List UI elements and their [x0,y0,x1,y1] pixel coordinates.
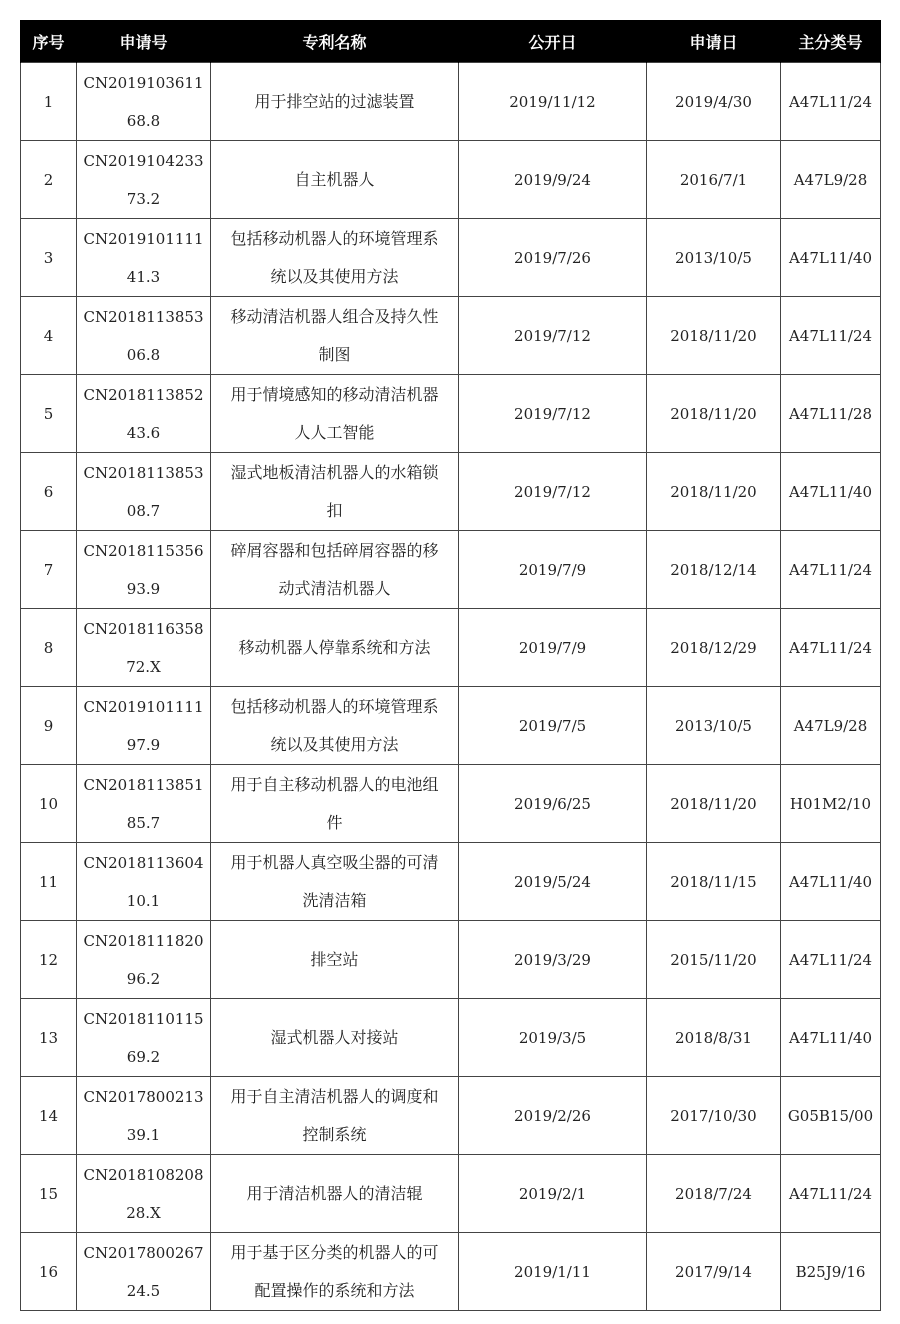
cell-application-number: CN201910361168.8 [77,63,211,141]
cell-filing-date: 2018/11/20 [647,765,781,843]
cell-application-number: CN201780021339.1 [77,1077,211,1155]
header-publication-date: 公开日 [459,20,647,63]
cell-publication-date: 2019/9/24 [459,141,647,219]
cell-index: 5 [21,375,77,453]
table-row [21,843,881,921]
cell-index: 11 [21,843,77,921]
cell-classification: A47L11/28 [781,375,881,453]
cell-filing-date: 2018/8/31 [647,999,781,1077]
table-row [21,141,881,219]
cell-publication-date: 2019/1/11 [459,1233,647,1311]
table-row [21,609,881,687]
cell-index: 8 [21,609,77,687]
cell-patent-name: 排空站 [211,921,459,999]
cell-filing-date: 2013/10/5 [647,687,781,765]
table-row [21,453,881,531]
cell-classification: G05B15/00 [781,1077,881,1155]
cell-patent-name: 用于自主移动机器人的电池组件 [211,765,459,843]
table-row [21,375,881,453]
cell-publication-date: 2019/7/9 [459,531,647,609]
cell-application-number: CN201811385306.8 [77,297,211,375]
cell-application-number: CN201811182096.2 [77,921,211,999]
cell-application-number: CN201811385308.7 [77,453,211,531]
cell-publication-date: 2019/7/9 [459,609,647,687]
cell-index: 2 [21,141,77,219]
cell-patent-name: 用于清洁机器人的清洁辊 [211,1155,459,1233]
cell-publication-date: 2019/2/26 [459,1077,647,1155]
header-index: 序号 [21,20,77,63]
cell-filing-date: 2018/11/15 [647,843,781,921]
cell-patent-name: 包括移动机器人的环境管理系统以及其使用方法 [211,687,459,765]
table-row [21,765,881,843]
cell-index: 9 [21,687,77,765]
cell-publication-date: 2019/7/12 [459,297,647,375]
cell-filing-date: 2013/10/5 [647,219,781,297]
cell-patent-name: 用于机器人真空吸尘器的可清洗清洁箱 [211,843,459,921]
patent-table-container [20,20,880,1311]
table-row [21,687,881,765]
cell-classification: H01M2/10 [781,765,881,843]
cell-application-number: CN201811535693.9 [77,531,211,609]
cell-application-number: CN201910423373.2 [77,141,211,219]
cell-publication-date: 2019/7/5 [459,687,647,765]
header-classification: 主分类号 [781,20,881,63]
cell-patent-name: 用于基于区分类的机器人的可配置操作的系统和方法 [211,1233,459,1311]
cell-patent-name: 用于排空站的过滤装置 [211,63,459,141]
cell-classification: A47L11/40 [781,999,881,1077]
cell-filing-date: 2017/9/14 [647,1233,781,1311]
cell-index: 7 [21,531,77,609]
cell-index: 3 [21,219,77,297]
cell-publication-date: 2019/7/12 [459,375,647,453]
cell-classification: A47L11/24 [781,921,881,999]
table-row [21,297,881,375]
table-body [21,63,881,1311]
cell-classification: A47L11/24 [781,63,881,141]
cell-index: 6 [21,453,77,531]
cell-classification: A47L11/40 [781,843,881,921]
cell-filing-date: 2017/10/30 [647,1077,781,1155]
table-row [21,531,881,609]
cell-filing-date: 2018/7/24 [647,1155,781,1233]
table-row [21,1233,881,1311]
table-header [21,20,881,63]
cell-patent-name: 用于自主清洁机器人的调度和控制系统 [211,1077,459,1155]
cell-patent-name: 移动清洁机器人组合及持久性制图 [211,297,459,375]
cell-publication-date: 2019/6/25 [459,765,647,843]
cell-filing-date: 2018/11/20 [647,453,781,531]
table-row [21,63,881,141]
cell-index: 14 [21,1077,77,1155]
cell-application-number: CN201811385185.7 [77,765,211,843]
cell-filing-date: 2016/7/1 [647,141,781,219]
cell-filing-date: 2019/4/30 [647,63,781,141]
cell-classification: B25J9/16 [781,1233,881,1311]
cell-classification: A47L11/24 [781,297,881,375]
cell-application-number: CN201910111197.9 [77,687,211,765]
cell-publication-date: 2019/2/1 [459,1155,647,1233]
cell-publication-date: 2019/11/12 [459,63,647,141]
cell-application-number: CN201780026724.5 [77,1233,211,1311]
table-row [21,921,881,999]
header-row [21,20,881,63]
table-row [21,1077,881,1155]
cell-filing-date: 2018/12/14 [647,531,781,609]
cell-publication-date: 2019/3/5 [459,999,647,1077]
cell-index: 4 [21,297,77,375]
cell-application-number: CN201811635872.X [77,609,211,687]
cell-application-number: CN201810820828.X [77,1155,211,1233]
table-row [21,219,881,297]
table-row [21,1155,881,1233]
cell-patent-name: 湿式地板清洁机器人的水箱锁扣 [211,453,459,531]
cell-application-number: CN201811360410.1 [77,843,211,921]
cell-patent-name: 湿式机器人对接站 [211,999,459,1077]
cell-filing-date: 2018/12/29 [647,609,781,687]
cell-filing-date: 2015/11/20 [647,921,781,999]
cell-patent-name: 用于情境感知的移动清洁机器人人工智能 [211,375,459,453]
header-filing-date: 申请日 [647,20,781,63]
cell-publication-date: 2019/3/29 [459,921,647,999]
cell-classification: A47L9/28 [781,687,881,765]
header-application-number: 申请号 [77,20,211,63]
cell-classification: A47L9/28 [781,141,881,219]
cell-application-number: CN201811385243.6 [77,375,211,453]
cell-patent-name: 移动机器人停靠系统和方法 [211,609,459,687]
cell-patent-name: 碎屑容器和包括碎屑容器的移动式清洁机器人 [211,531,459,609]
cell-publication-date: 2019/7/12 [459,453,647,531]
cell-index: 12 [21,921,77,999]
cell-index: 1 [21,63,77,141]
cell-application-number: CN201910111141.3 [77,219,211,297]
cell-classification: A47L11/24 [781,531,881,609]
cell-index: 13 [21,999,77,1077]
cell-index: 16 [21,1233,77,1311]
cell-filing-date: 2018/11/20 [647,297,781,375]
cell-patent-name: 自主机器人 [211,141,459,219]
table-row [21,999,881,1077]
cell-index: 10 [21,765,77,843]
cell-patent-name: 包括移动机器人的环境管理系统以及其使用方法 [211,219,459,297]
cell-classification: A47L11/24 [781,609,881,687]
cell-classification: A47L11/40 [781,219,881,297]
cell-index: 15 [21,1155,77,1233]
cell-classification: A47L11/40 [781,453,881,531]
cell-publication-date: 2019/5/24 [459,843,647,921]
cell-publication-date: 2019/7/26 [459,219,647,297]
patent-table [20,20,881,1311]
cell-filing-date: 2018/11/20 [647,375,781,453]
cell-classification: A47L11/24 [781,1155,881,1233]
cell-application-number: CN201811011569.2 [77,999,211,1077]
header-patent-name: 专利名称 [211,20,459,63]
